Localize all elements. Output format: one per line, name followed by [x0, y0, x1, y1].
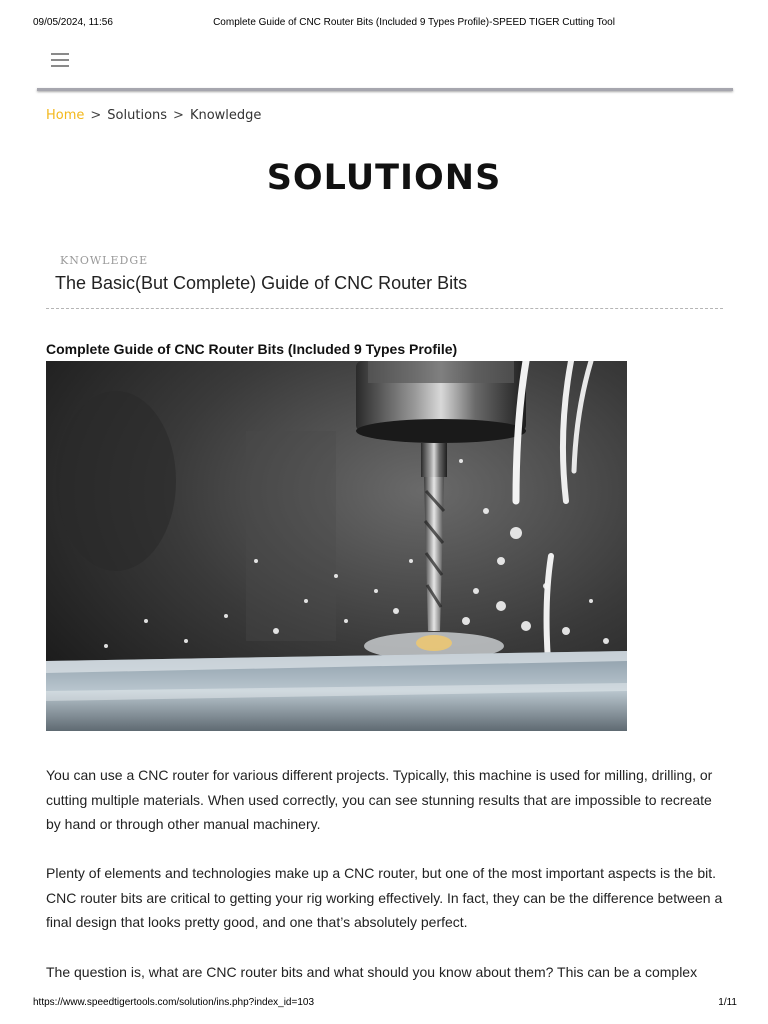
title-divider — [46, 308, 723, 309]
menu-bar — [51, 59, 69, 61]
print-header — [0, 17, 768, 31]
category-label: KNOWLEDGE — [60, 254, 149, 267]
breadcrumb-separator: > — [173, 108, 184, 123]
print-page-number: 1/11 — [718, 997, 737, 1008]
breadcrumb-home-link[interactable]: Home — [46, 108, 85, 123]
breadcrumb-separator: > — [90, 108, 102, 123]
print-url: https://www.speedtigertools.com/solution/ins.php?index_id=103 — [33, 997, 315, 1008]
print-footer — [0, 997, 768, 1011]
menu-bar — [51, 65, 69, 67]
article-title: The Basic(But Complete) Guide of CNC Router Bits — [55, 273, 468, 293]
article-paragraph: You can use a CNC router for various different projects. Typically, this machine is used for milling, drilling, or cutting multiple materials. When used correctly, you can see stunning results that are impossible to recreate by hand or through other manual machinery. — [46, 767, 713, 832]
print-date: 09/05/2024, 11:56 — [33, 17, 113, 28]
cnc-router-bit-photo — [46, 361, 627, 731]
page-title: SOLUTIONS — [266, 158, 502, 198]
article-paragraph: Plenty of elements and technologies make up a CNC router, but one of the most important aspects is the bit. CNC router bits are critical to getting your rig working effectively. In fact, they can be the difference between a final design that looks pretty good, and one that’s absolutely perfect. — [46, 865, 723, 930]
header-divider — [37, 88, 733, 91]
article-paragraph: The question is, what are CNC router bits and what should you know about them? This can be a complex — [46, 964, 698, 980]
breadcrumb-knowledge-current: Knowledge — [189, 108, 262, 123]
breadcrumb — [46, 108, 261, 123]
menu-bar — [51, 53, 69, 55]
breadcrumb-solutions-link[interactable]: Solutions — [107, 108, 168, 123]
article-subtitle: Complete Guide of CNC Router Bits (Included 9 Types Profile) — [46, 341, 458, 357]
print-document-title: Complete Guide of CNC Router Bits (Included 9 Types Profile)-SPEED TIGER Cutting Tool — [213, 17, 615, 28]
hamburger-icon[interactable] — [51, 53, 69, 69]
